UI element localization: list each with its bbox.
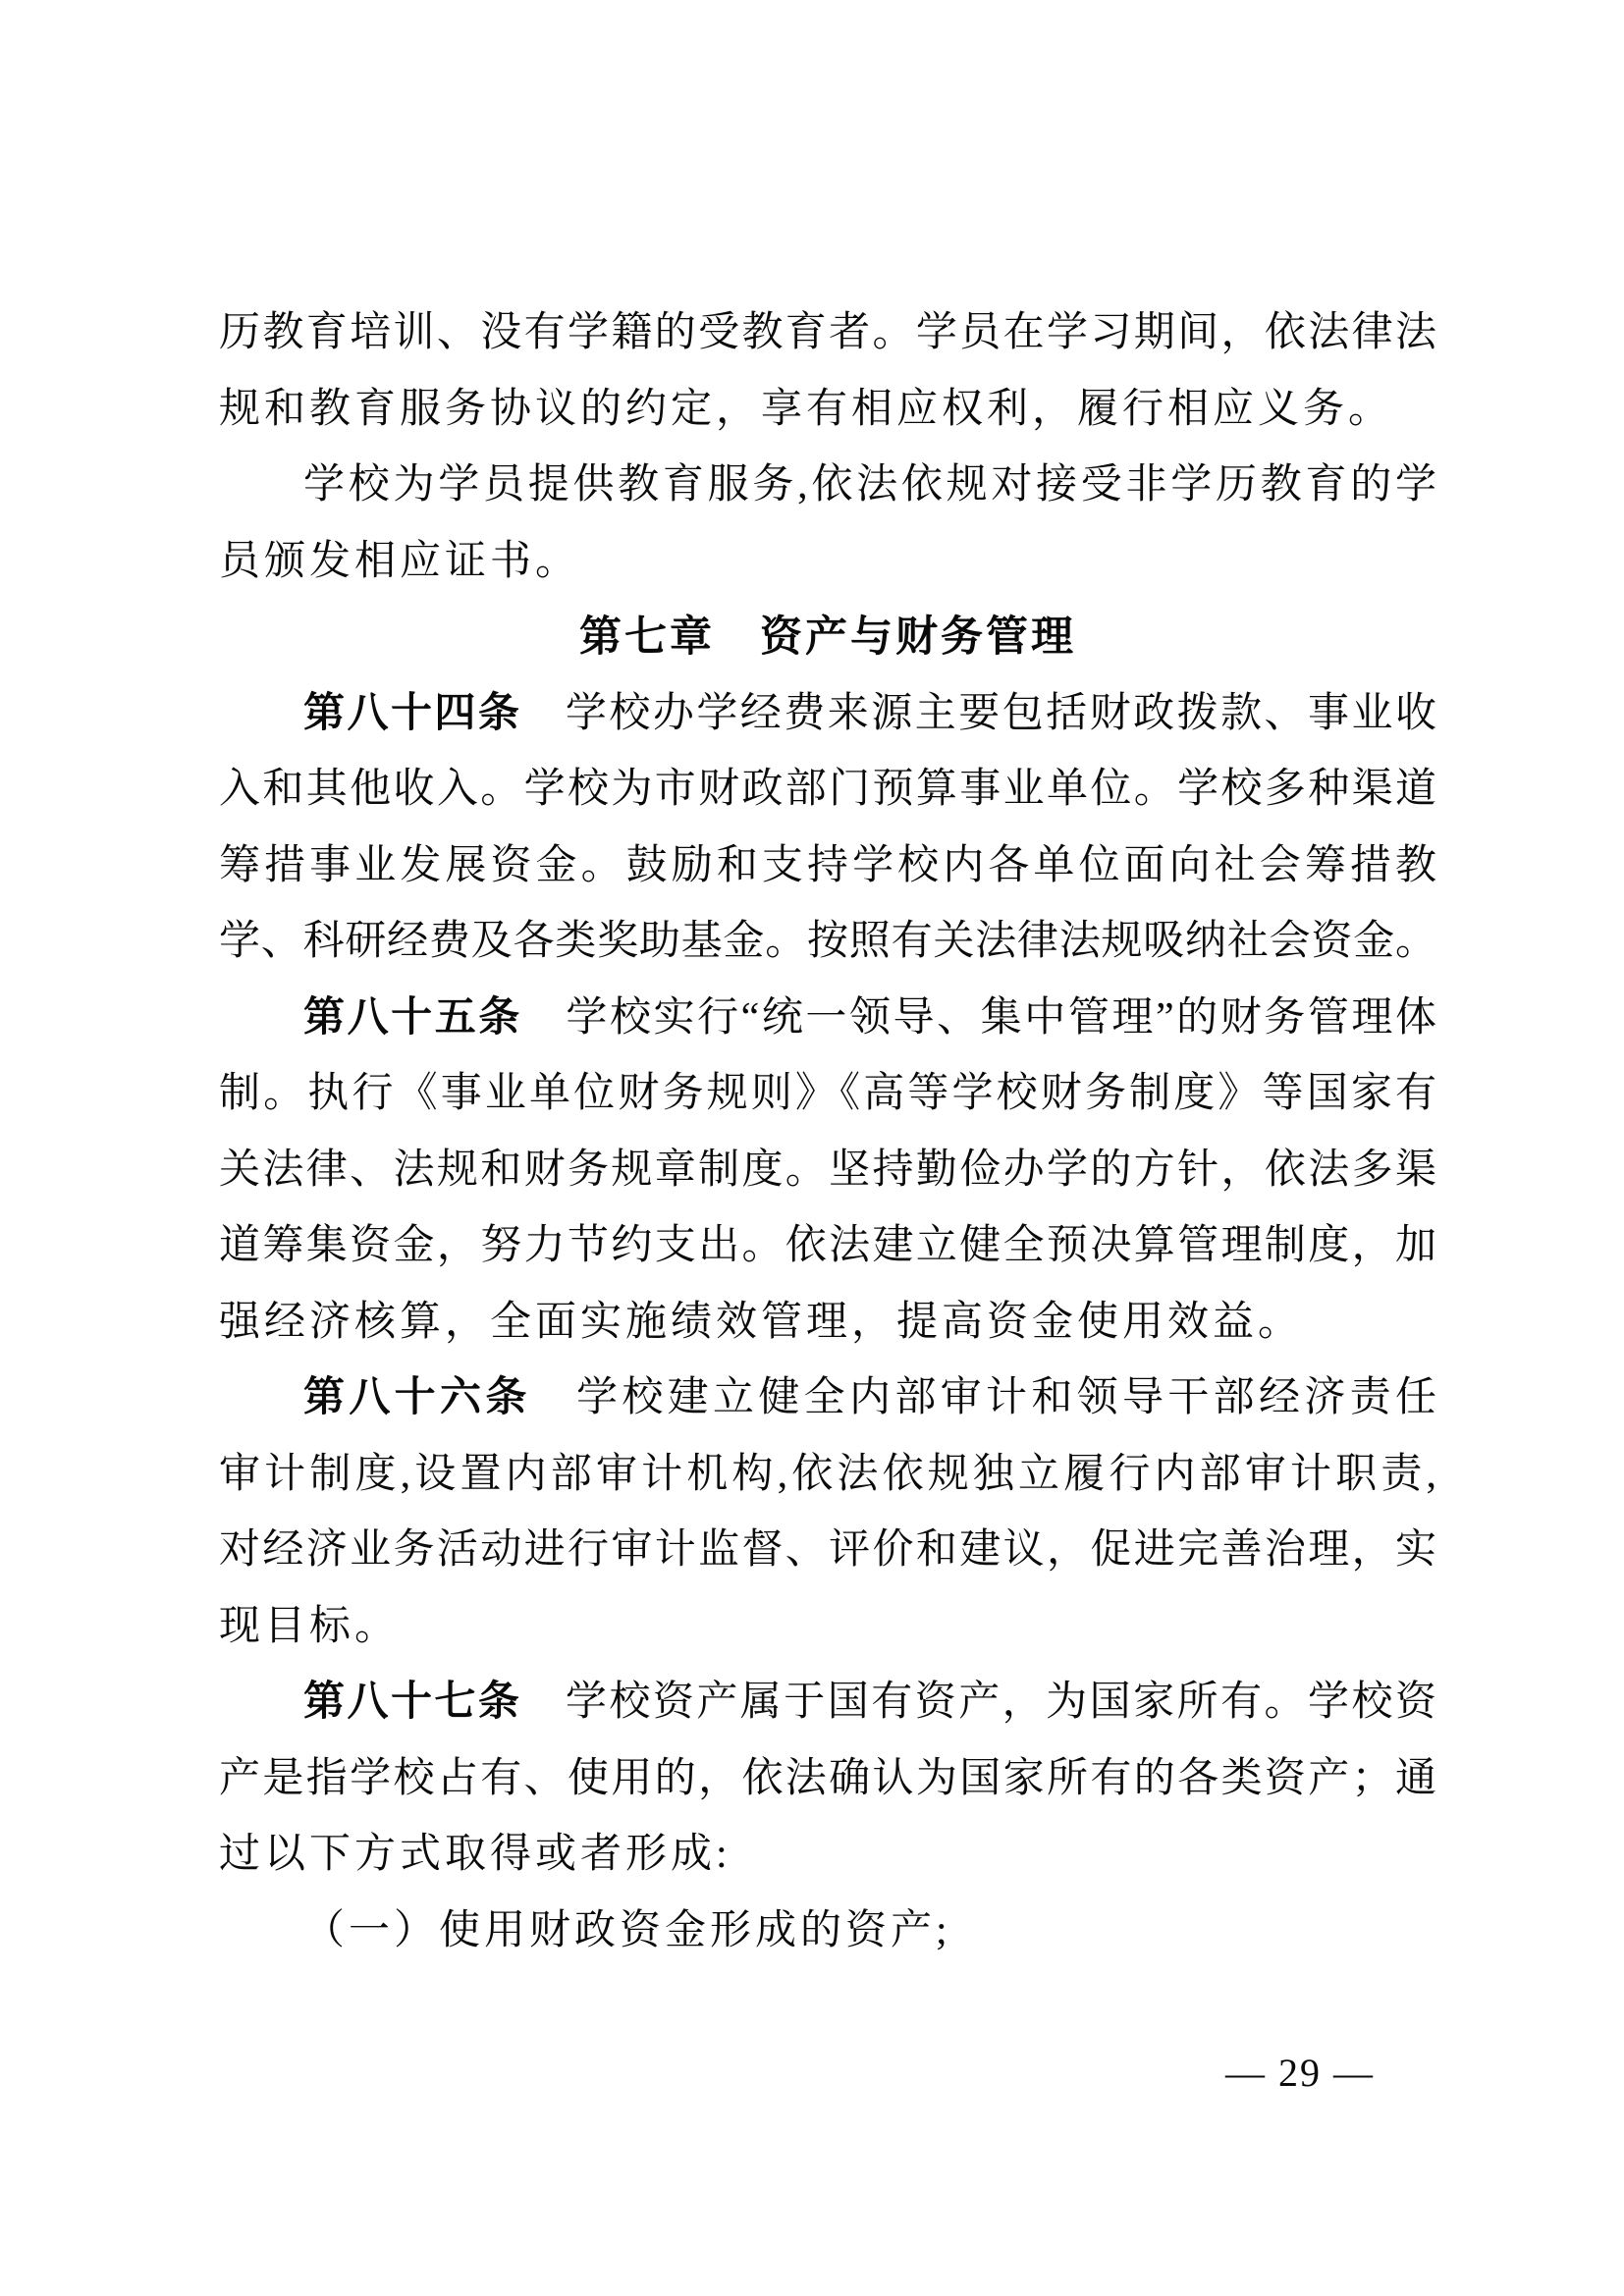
article-number: 第八十六条 [303,1375,531,1420]
article-number: 第八十七条 [303,1680,522,1725]
body-line: 过以下方式取得或者形成: [219,1832,731,1877]
list-item-line: （一）使用财政资金形成的资产; [303,1907,951,1953]
paragraph-first-line: 学校为学员提供教育服务,依法依规对接受非学历教育的学 [303,462,1436,507]
paragraph-first-line [219,1665,1436,1741]
body-line-text: 学校实行“统一领导、集中管理”的财务管理体 [521,994,1436,1041]
body-line: 筹措事业发展资金。鼓励和支持学校内各单位面向社会筹措教 [219,842,1436,888]
body-line: 历教育培训、没有学籍的受教育者。学员在学习期间，依法律法 [219,310,1436,355]
body-line-text: 学校建立健全内部审计和领导干部经济责任 [530,1375,1436,1420]
body-line-text: 学校办学经费来源主要包括财政拨款、事业收 [521,690,1436,736]
body-line: 规和教育服务协议的约定，享有相应权利，履行相应义务。 [219,386,1394,432]
body-line: 入和其他收入。学校为市财政部门预算事业单位。学校多种渠道 [219,767,1436,812]
body-line: 员颁发相应证书。 [219,538,581,584]
body-line: 学、科研经费及各类奖助基金。按照有关法律法规吸纳社会资金。 [219,919,1436,964]
body-line: 对经济业务活动进行审计监督、评价和建议，促进完善治理，实 [219,1527,1436,1573]
paragraph-first-line [219,1361,1436,1437]
body-line: 产是指学校占有、使用的，依法确认为国家所有的各类资产；通 [219,1755,1436,1801]
paragraph-first-line [219,981,1436,1057]
body-line: 审计制度,设置内部审计机构,依法依规独立履行内部审计职责, [219,1451,1436,1497]
body-line: 现目标。 [219,1603,401,1649]
body-line: 道筹集资金，努力节约支出。依法建立健全预决算管理制度，加 [219,1223,1436,1268]
document-text-block [219,295,1436,1969]
article-number: 第八十五条 [303,994,522,1041]
article-number: 第八十四条 [303,690,522,736]
paragraph-first-line [219,676,1436,753]
body-line-text: 学校资产属于国有资产，为国家所有。学校资 [521,1680,1436,1725]
body-line: 关法律、法规和财务规章制度。坚持勤俭办学的方针，依法多渠 [219,1147,1436,1193]
body-line: 制。执行《事业单位财务规则》《高等学校财务制度》等国家有 [219,1071,1436,1116]
body-line: 强经济核算，全面实施绩效管理，提高资金使用效益。 [219,1299,1304,1345]
page-number: — 29 — [1225,2051,1375,2095]
chapter-heading: 第七章 资产与财务管理 [579,614,1076,661]
